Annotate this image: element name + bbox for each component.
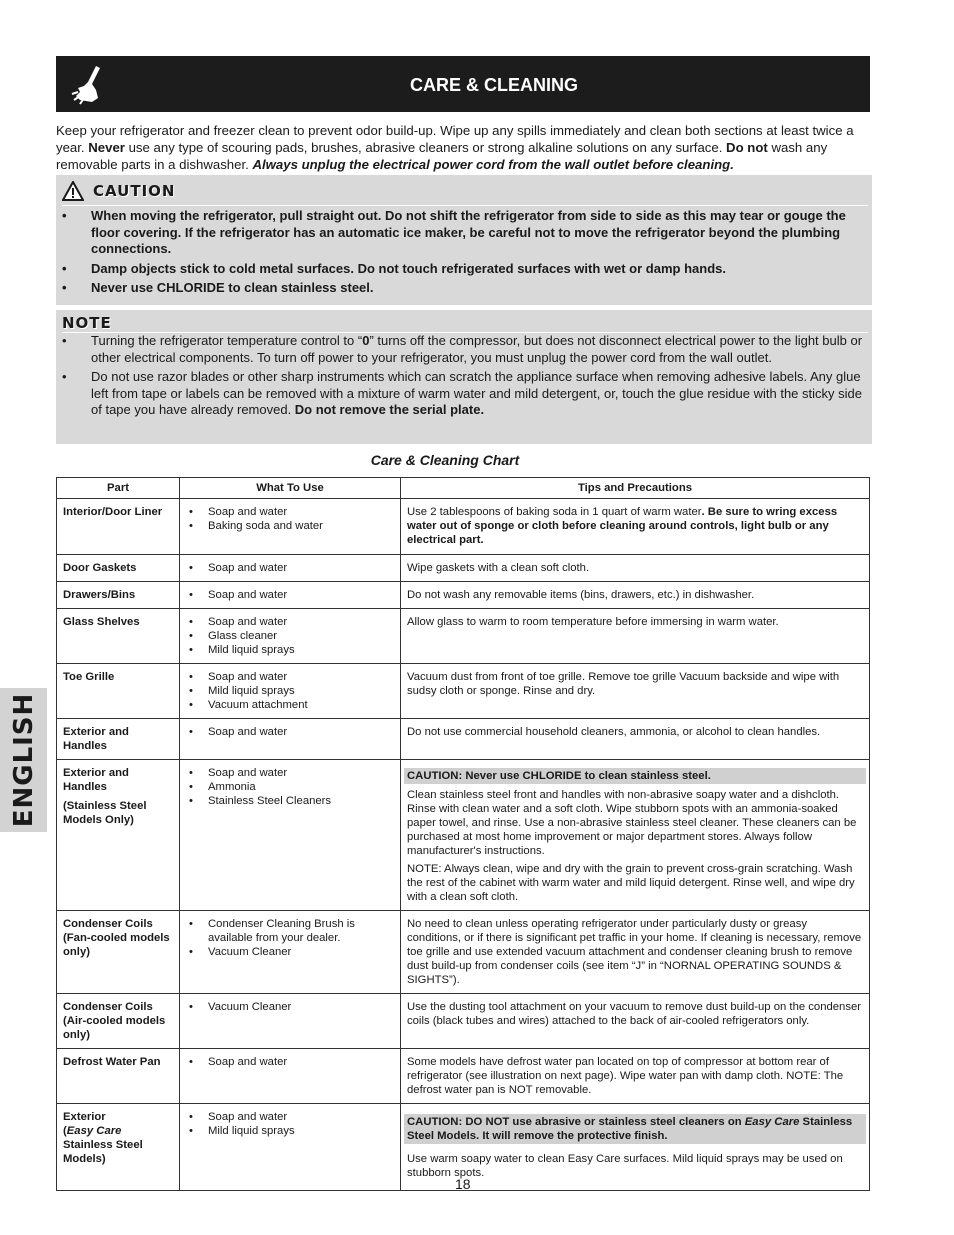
warning-icon xyxy=(62,181,84,201)
list-item: • Damp objects stick to cold metal surfaces. Do not touch refrigerated surfaces with wet or damp hands. xyxy=(62,260,726,276)
use-cell: • Soap and water • Baking soda and water xyxy=(180,499,401,555)
list-item: • Never use CHLORIDE to clean stainless steel. xyxy=(62,280,374,295)
tip-cell: Do not use commercial household cleaners, ammonia, or alcohol to clean handles. xyxy=(401,719,870,760)
use-cell: • Condenser Cleaning Brush is available from your dealer. • Vacuum Cleaner xyxy=(180,911,401,994)
table-row xyxy=(57,719,870,760)
hand-cleaning-icon xyxy=(66,62,110,106)
part-cell: Drawers/Bins xyxy=(57,582,180,609)
caution-bar: CAUTION: Never use CHLORIDE to clean stainless steel. xyxy=(404,768,866,784)
caution-list xyxy=(56,208,872,300)
use-cell: • Soap and water • Ammonia • Stainless Steel Cleaners xyxy=(180,760,401,911)
part-cell: Exterior and Handles xyxy=(57,719,180,760)
use-cell: • Vacuum Cleaner xyxy=(180,994,401,1049)
use-cell: • Soap and water • Glass cleaner • Mild liquid sprays xyxy=(180,609,401,664)
tip-cell: Use the dusting tool attachment on your vacuum to remove dust build-up on the condenser coils (black tubes and wires) attached to the back of air-cooled refrigerators only. xyxy=(401,994,870,1049)
part-cell: Interior/Door Liner xyxy=(57,499,180,555)
tip-cell: Some models have defrost water pan located on top of compressor at bottom rear of refrigerator (see illustration on next page). Wipe water pan with damp cloth. NOTE: The defrost water pan is NOT removable. xyxy=(401,1049,870,1104)
caution-bar: CAUTION: DO NOT use abrasive or stainless steel cleaners on Easy Care Stainless Steel Models. It will remove the protective finish. xyxy=(404,1114,866,1144)
part-cell: Exterior and Handles (Stainless Steel Models Only) xyxy=(57,760,180,911)
table-row xyxy=(57,609,870,664)
tip-cell: CAUTION: DO NOT use abrasive or stainless steel cleaners on Easy Care Stainless Steel Models. It will remove the protective finish. Use warm soapy water to clean Easy Care surfaces. Mild liquid sprays may be used on stubborn spots. xyxy=(401,1104,870,1191)
part-cell: Defrost Water Pan xyxy=(57,1049,180,1104)
use-cell: • Soap and water • Mild liquid sprays • Vacuum attachment xyxy=(180,664,401,719)
use-cell: • Soap and water xyxy=(180,1049,401,1104)
section-header xyxy=(56,56,870,112)
use-cell: • Soap and water xyxy=(180,582,401,609)
page-title: CARE & CLEANING xyxy=(410,75,579,95)
care-cleaning-table xyxy=(56,477,870,1191)
caution-heading: CAUTION xyxy=(62,181,175,201)
part-cell: Glass Shelves xyxy=(57,609,180,664)
part-cell: Exterior (Easy Care Stainless Steel Models) xyxy=(57,1104,180,1191)
tip-cell: Use 2 tablespoons of baking soda in 1 quart of warm water. Be sure to wring excess water out of sponge or cloth before cleaning around controls, light bulb or any electrical part. xyxy=(401,499,870,555)
table-row xyxy=(57,1049,870,1104)
tip-cell: Vacuum dust from front of toe grille. Remove toe grille Vacuum backside and wipe with sudsy cloth or sponge. Rinse and dry. xyxy=(401,664,870,719)
table-row xyxy=(57,760,870,911)
note-box xyxy=(56,310,872,444)
tip-cell: Do not wash any removable items (bins, drawers, etc.) in dishwasher. xyxy=(401,582,870,609)
part-cell: Condenser Coils (Fan-cooled models only) xyxy=(57,911,180,994)
list-item: • Turning the refrigerator temperature control to “0” turns off the compressor, but does not disconnect electrical power to the light bulb or other electrical components. To turn off power to your refrigerator, you must unplug the power cord from the wall outlet. xyxy=(62,333,863,365)
intro-paragraph: Keep your refrigerator and freezer clean to prevent odor build-up. Wipe up any spills immediately and clean both sections at least twice a year. Never use any type of scouring pads, brushes, abrasive cleaners or strong alkaline solutions on any surface. Do not wash any removable parts in a dishwasher. Always unplug the electrical power cord from the wall outlet before cleaning. xyxy=(56,123,854,172)
list-item: • Do not use razor blades or other sharp instruments which can scratch the appliance surface when removing adhesive labels. Any glue left from tape or labels can be removed with a mixture of warm water and mild detergent, or, touch the glue residue with the sticky side of tape you have already removed. Do not remove the serial plate. xyxy=(62,369,862,417)
table-row xyxy=(57,555,870,582)
table-row xyxy=(57,499,870,555)
tip-cell: Wipe gaskets with a clean soft cloth. xyxy=(401,555,870,582)
table-row xyxy=(57,582,870,609)
table-row xyxy=(57,911,870,994)
chart-title: Care & Cleaning Chart xyxy=(370,452,520,468)
column-header-part: Part xyxy=(57,478,180,499)
part-cell: Condenser Coils (Air-cooled models only) xyxy=(57,994,180,1049)
note-heading: NOTE xyxy=(62,314,112,332)
part-cell: Toe Grille xyxy=(57,664,180,719)
page-number: 18 xyxy=(455,1176,471,1192)
tip-cell: Allow glass to warm to room temperature before immersing in warm water. xyxy=(401,609,870,664)
table-header-row xyxy=(57,478,870,499)
use-cell: • Soap and water xyxy=(180,555,401,582)
tip-cell: No need to clean unless operating refrigerator under particularly dusty or greasy conditions, or if there is significant pet traffic in your home. If cleaning is necessary, remove toe grille and use extended vacuum attachment and condenser cleaning brush to remove dust build-up from condenser coils (see item “J” in “NORNAL OPERATING SOUNDS & SIGHTS”). xyxy=(401,911,870,994)
tip-cell: CAUTION: Never use CHLORIDE to clean stainless steel. Clean stainless steel front and handles with non-abrasive soapy water and a dishcloth. Rinse with clean water and a soft cloth. Wipe stubborn spots with an ammonia-soaked paper towel, and rinse. Use a non-abrasive stainless steel cleaner. These cleaners can be purchased at most home improvement or major department stores. Always follow manufacturer's instructions. NOTE: Always clean, wipe and dry with the grain to prevent cross-grain scratching. Wash the rest of the cabinet with warm water and mild liquid detergent. Rinse well, and wipe dry with a clean soft cloth. xyxy=(401,760,870,911)
column-header-tips: Tips and Precautions xyxy=(401,478,870,499)
caution-box xyxy=(56,175,872,305)
use-cell: • Soap and water • Mild liquid sprays xyxy=(180,1104,401,1191)
column-header-what-to-use: What To Use xyxy=(180,478,401,499)
list-item: • When moving the refrigerator, pull straight out. Do not shift the refrigerator from side to side as this may tear or gouge the floor covering. If the refrigerator has an automatic ice maker, be careful not to move the refrigerator beyond the plumbing connections. xyxy=(62,208,846,256)
table-row xyxy=(57,664,870,719)
use-cell: • Soap and water xyxy=(180,719,401,760)
table-row xyxy=(57,994,870,1049)
part-cell: Door Gaskets xyxy=(57,555,180,582)
note-list xyxy=(56,333,872,422)
language-side-tab: ENGLISH xyxy=(0,688,47,832)
